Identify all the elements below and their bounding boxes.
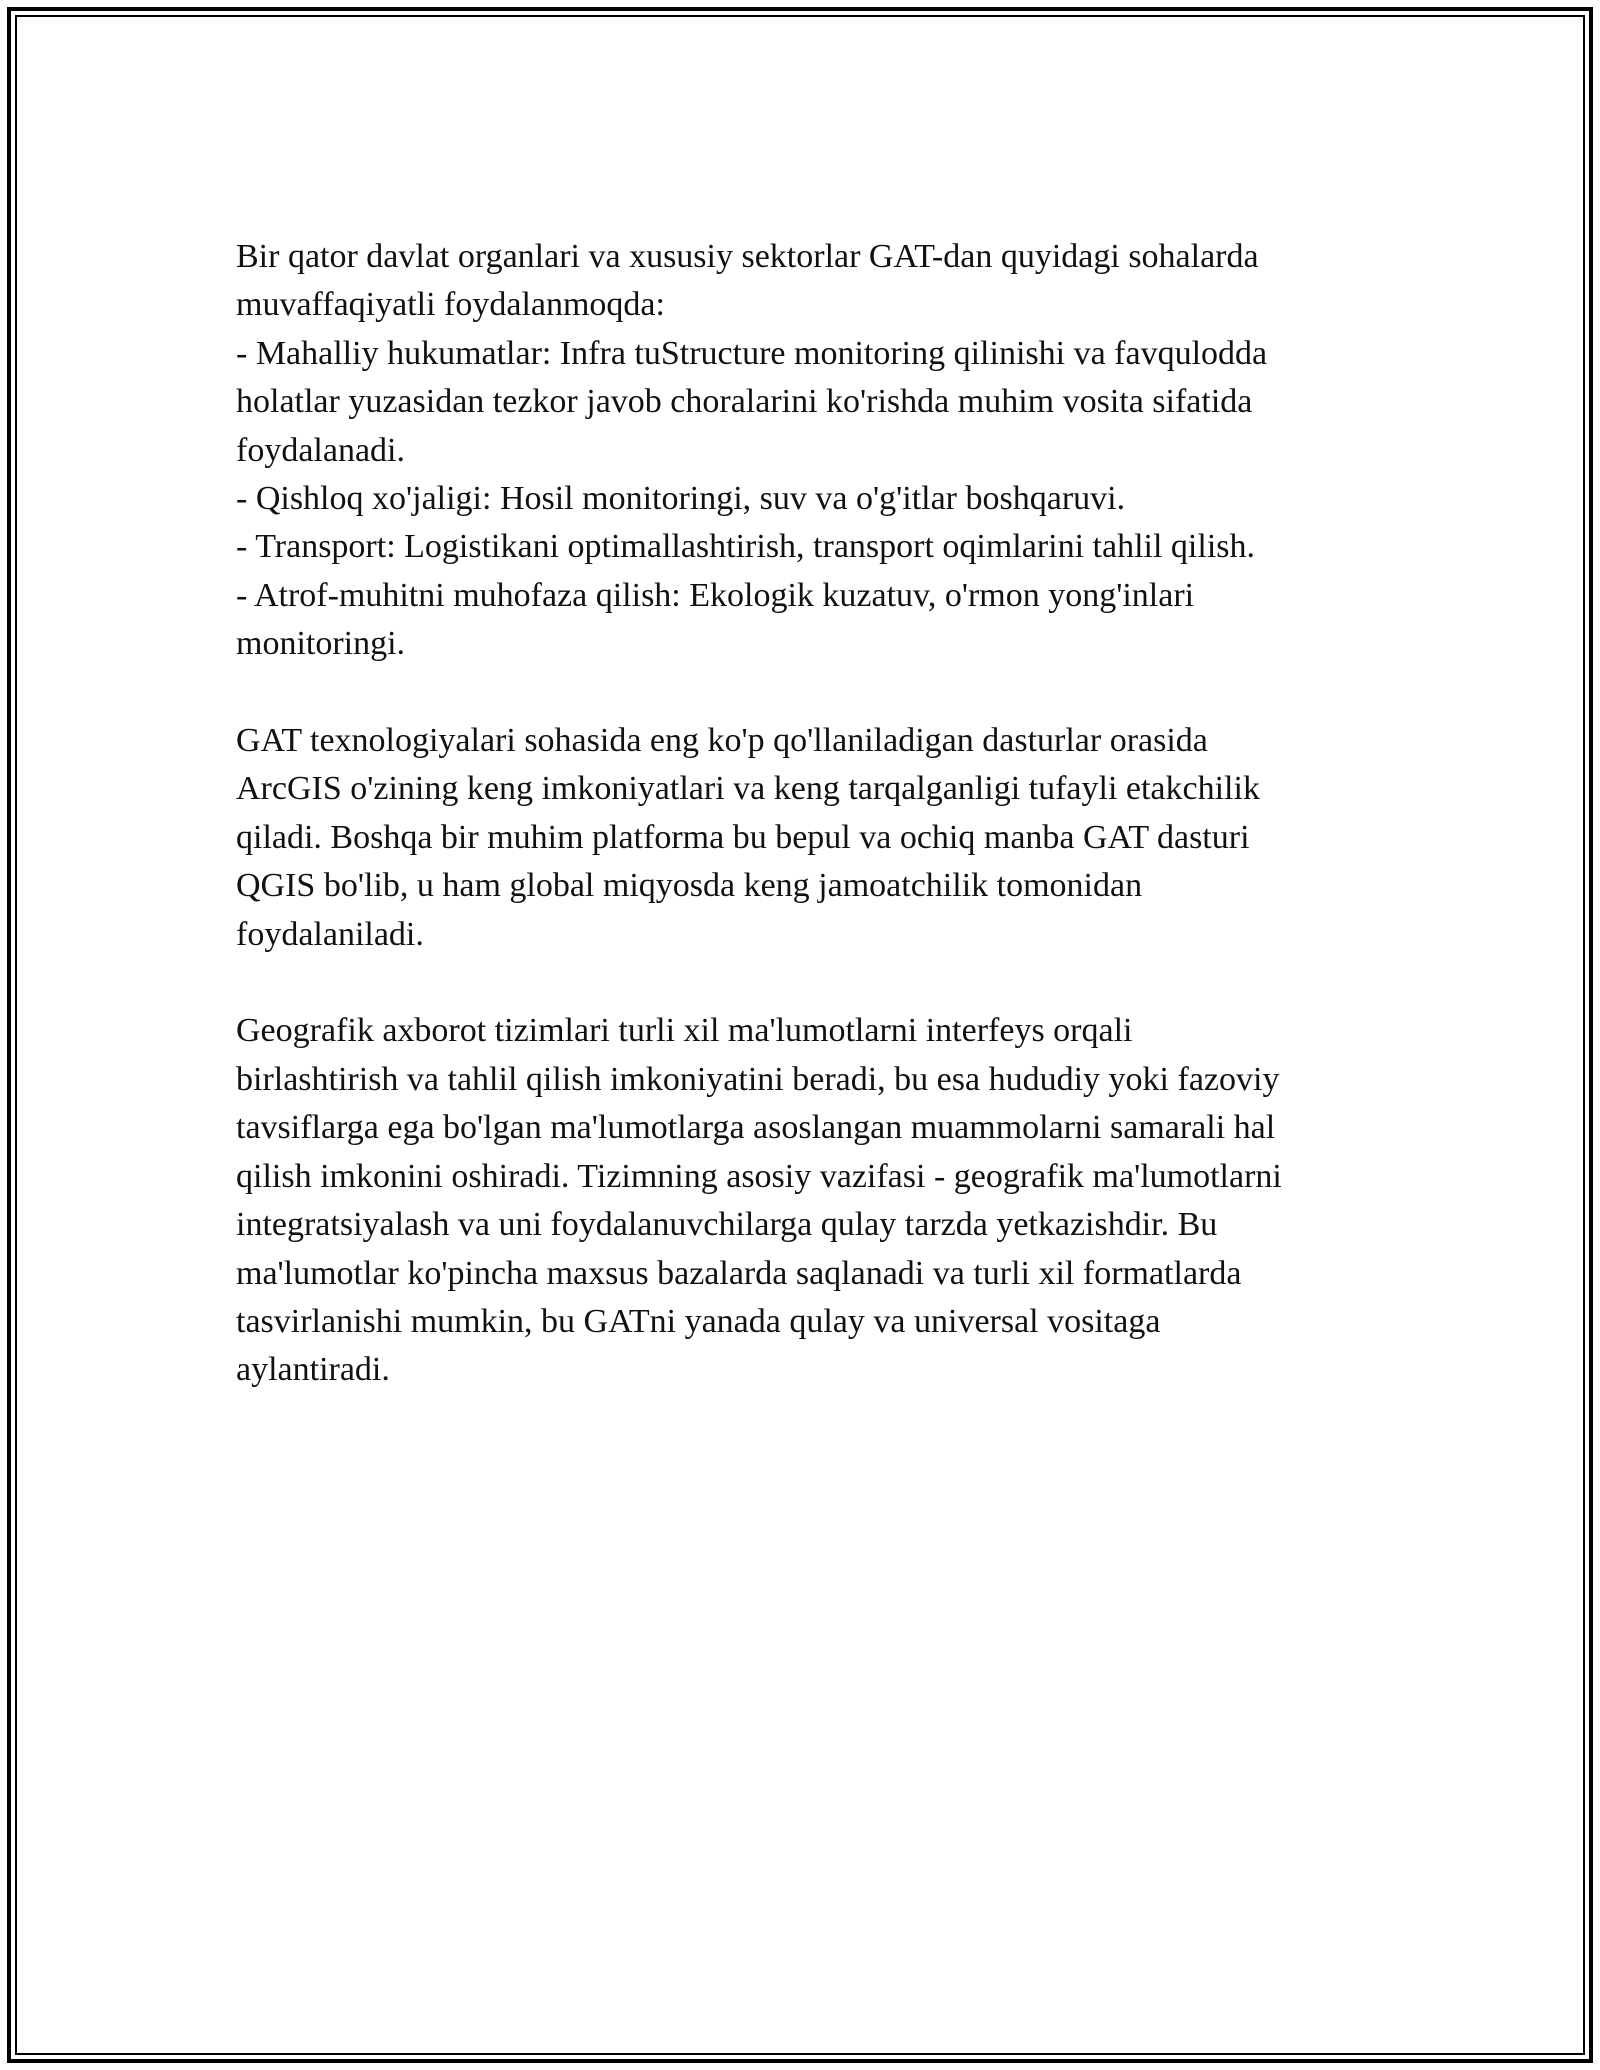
text-line: qiladi. Boshqa bir muhim platforma bu bepul va ochiq manba GAT dasturi (236, 818, 1250, 856)
text-line: foydalaniladi. (236, 915, 424, 953)
text-line: Bir qator davlat organlari va xususiy sektorlar GAT-dan quyidagi sohalarda (236, 238, 1259, 275)
text-line: ma'lumotlar ko'pincha maxsus bazalarda saqlanadi va turli xil formatlarda (236, 1254, 1242, 1292)
text-line: QGIS bo'lib, u ham global miqyosda keng jamoatchilik tomonidan (236, 867, 1143, 905)
text-line: integratsiyalash va uni foydalanuvchilarga qulay tarzda yetkazishdir. Bu (236, 1206, 1218, 1244)
text-line: tasvirlanishi mumkin, bu GATni yanada qulay va universal vositaga (236, 1302, 1161, 1340)
list-item-local-government: - Mahalliy hukumatlar: Infra tuStructure monitoring qilinishi va favqulodda (236, 334, 1268, 372)
document-body (236, 233, 1376, 1395)
text-line: monitoringi. (236, 625, 406, 663)
text-line: ArcGIS o'zining keng imkoniyatlari va keng tarqalganligi tufayli etakchilik (236, 770, 1260, 808)
text-line: aylantiradi. (236, 1351, 390, 1389)
paragraph-software (236, 717, 1376, 959)
text-line: birlashtirish va tahlil qilish imkoniyatini beradi, bu esa hududiy yoki fazoviy (236, 1060, 1280, 1098)
text-line: holatlar yuzasidan tezkor javob choralarini ko'rishda muhim vosita sifatida (236, 383, 1253, 421)
paragraph-gis-systems (236, 1007, 1376, 1394)
paragraph-sectors (236, 233, 1376, 669)
text-line: qilish imkonini oshiradi. Tizimning asosiy vazifasi - geografik ma'lumotlarni (236, 1157, 1282, 1195)
text-line: tavsiflarga ega bo'lgan ma'lumotlarga asoslangan muammolarni samarali hal (236, 1109, 1276, 1147)
text-line: Geografik axborot tizimlari turli xil ma'lumotlarni interfeys orqali (236, 1012, 1133, 1050)
text-line: foydalanadi. (236, 431, 405, 469)
list-item-environment: - Atrof-muhitni muhofaza qilish: Ekologik kuzatuv, o'rmon yong'inlari (236, 576, 1195, 614)
text-line: muvaffaqiyatli foydalanmoqda: (236, 286, 665, 324)
list-item-agriculture: - Qishloq xo'jaligi: Hosil monitoringi, suv va o'g'itlar boshqaruvi. (236, 480, 1126, 518)
text-line: GAT texnologiyalari sohasida eng ko'p qo'llaniladigan dasturlar orasida (236, 722, 1208, 760)
list-item-transport: - Transport: Logistikani optimallashtirish, transport oqimlarini tahlil qilish. (236, 528, 1256, 566)
